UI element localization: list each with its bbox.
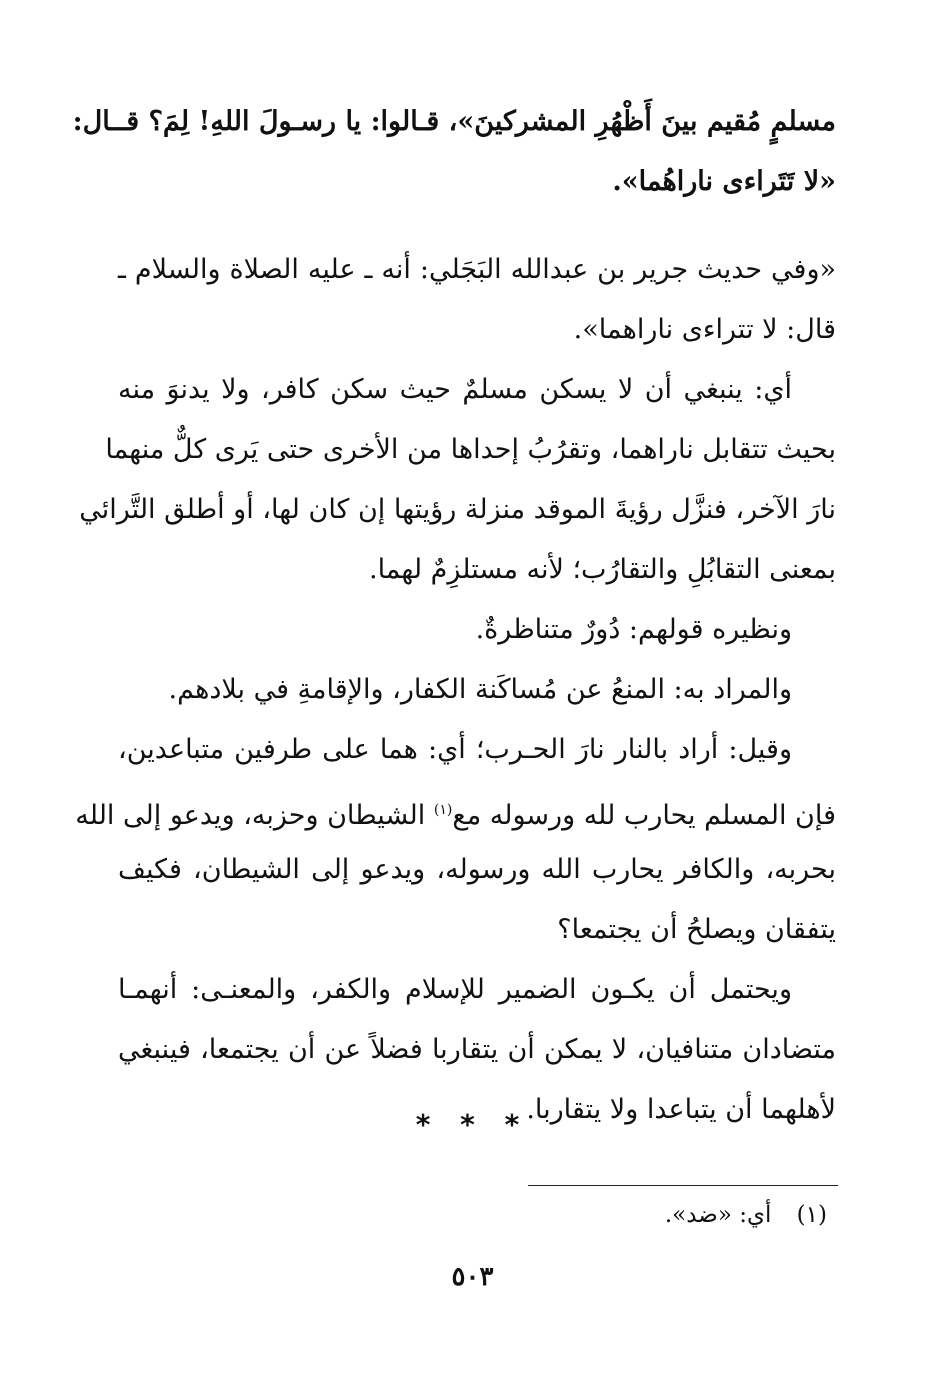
- text-line: ويحتمل أن يكـون الضمير للإسلام والكفر، والمعنـى: أنهمـا: [118, 974, 792, 1005]
- text-line: «وفي حديث جرير بن عبدالله البَجَلي: أنه ـ عليه الصلاة والسلام ـ: [118, 254, 836, 285]
- footnote: [665, 1202, 827, 1228]
- text-line: ونظيره قولهم: دُورٌ متناظرةٌ.: [475, 614, 792, 645]
- paragraph-war-fire: [75, 720, 836, 960]
- text-line: متضادان متنافيان، لا يمكن أن يتقاربا فضلاً عن أن يجتمعا، فينبغي: [118, 1034, 836, 1065]
- footnote-text: أي: «ضد».: [664, 1202, 772, 1228]
- footnote-divider: [528, 1185, 838, 1186]
- text-line: قال: لا تتراءى ناراهما».: [573, 314, 836, 345]
- paragraph-meaning: [118, 660, 836, 720]
- text-line: نارَ الآخر، فنزَّل رؤيةَ الموقد منزلة رؤيتها إن كان لها، أو أطلق التَّرائي: [79, 494, 836, 525]
- paragraph-jarir-hadith: [118, 240, 836, 360]
- text-line: وقيل: أراد بالنار نارَ الحـرب؛ أي: هما على طرفين متباعدين،: [118, 734, 792, 765]
- text-line: بمعنى التقابُلِ والتقارُب؛ لأنه مستلزِمٌ لهما.: [368, 554, 836, 585]
- text-line: مسلمٍ مُقيم بينَ أَظْهُرِ المشركينَ»، قـالوا: يا رسـولَ اللهِ! لِمَ؟ قــال:: [72, 106, 836, 137]
- paragraph-hadith-end: [72, 92, 836, 212]
- text-line: بحيث تتقابل ناراهما، وتقرُبُ إحداها من الأخرى حتى يَرى كلٌّ منهما: [105, 434, 836, 465]
- paragraph-analogy: [118, 600, 836, 660]
- paragraph-explanation: [79, 360, 836, 600]
- text-line: «لا تَتَراءى ناراهُما».: [612, 166, 836, 197]
- footnote-number: (١): [796, 1202, 827, 1228]
- text-fragment: الشيطان وحزبه، ويدعو إلى الله: [75, 800, 426, 831]
- footnote-reference: (١): [433, 802, 453, 818]
- text-line-with-footnote: [75, 780, 836, 840]
- text-line: لأهلهما أن يتباعدا ولا يتقاربا.: [526, 1094, 836, 1125]
- text-fragment: فإن المسلم يحارب لله ورسوله مع: [452, 800, 836, 831]
- section-separator: * * *: [415, 1108, 530, 1141]
- text-line: والمراد به: المنعُ عن مُساكَنة الكفار، والإقامةِ في بلادهم.: [168, 674, 792, 705]
- text-line: يتفقان ويصلحُ أن يجتمعا؟: [557, 914, 836, 945]
- page-body: [72, 92, 836, 1140]
- text-line: أي: ينبغي أن لا يسكن مسلمٌ حيث سكن كافر، ولا يدنوَ منه: [118, 374, 792, 405]
- text-line: بحربه، والكافر يحارب الله ورسوله، ويدعو إلى الشيطان، فكيف: [118, 854, 836, 885]
- page-number: ٥٠٣: [451, 1262, 494, 1292]
